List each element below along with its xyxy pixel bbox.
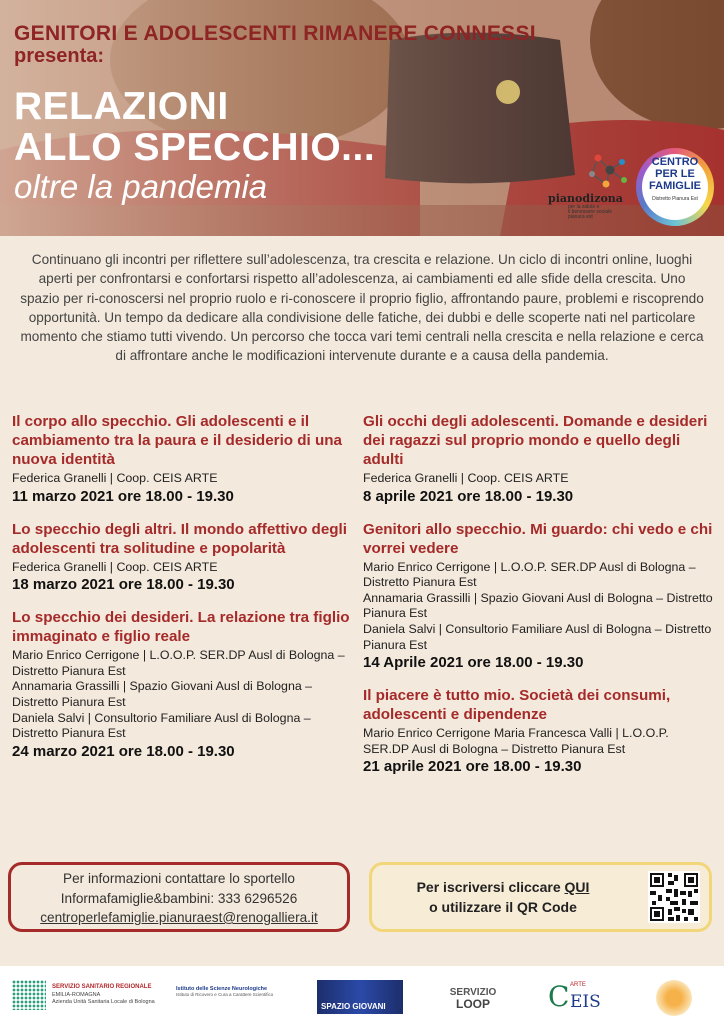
servizio-loop-logo: SERVIZIO LOOP <box>449 987 497 1011</box>
pianodizona-logo <box>548 152 632 218</box>
main-title-line1: RELAZIONI <box>14 85 229 128</box>
event-speakers <box>12 648 356 742</box>
events-left-column <box>12 412 356 775</box>
cpf-name: CENTRO PER LE FAMIGLIE <box>649 156 701 192</box>
ssr-dots-icon <box>12 980 46 1010</box>
presents-label: presenta: <box>14 45 105 67</box>
network-icon <box>548 152 632 192</box>
events-right-column <box>363 412 715 790</box>
registration-prompt: Per iscriversi cliccare <box>416 879 565 895</box>
event-title: Gli occhi degli adolescenti. Domande e desideri dei ragazzi sul proprio mondo e quello degli adulti <box>363 413 708 468</box>
organizer-title: GENITORI E ADOLESCENTI RIMANERE CONNESSI <box>14 22 536 45</box>
info-line: Per informazioni contattare lo sportello <box>63 871 295 886</box>
footer-logos <box>0 966 724 1024</box>
main-subtitle: oltre la pandemia <box>14 168 268 205</box>
event-speakers <box>363 560 715 654</box>
event-date: 14 Aprile 2021 ore 18.00 - 19.30 <box>363 654 584 672</box>
event-date: 18 marzo 2021 ore 18.00 - 19.30 <box>12 576 235 594</box>
ssr-logo: SERVIZIO SANITARIO REGIONALE EMILIA-ROMAGNA Azienda Unità Sanitaria Locale di Bologna <box>12 976 172 1016</box>
ceis-arte-logo: C ARTE EIS <box>548 980 601 1013</box>
event-speaker: Daniela Salvi | Consultorio Familiare Ausl di Bologna – Distretto Pianura Est <box>12 710 311 741</box>
event-speaker: Annamaria Grassilli | Spazio Giovani Ausl di Bologna – Distretto Pianura Est <box>363 590 713 621</box>
register-link[interactable]: QUI <box>564 879 590 895</box>
event-date: 21 aprile 2021 ore 18.00 - 19.30 <box>363 758 582 776</box>
event-speakers <box>363 726 715 757</box>
event-title: Lo specchio dei desideri. La relazione tra figlio immaginato e figlio reale <box>12 609 350 646</box>
event-speaker: Federica Granelli | Coop. CEIS ARTE <box>12 471 218 485</box>
info-contact-box <box>8 862 350 932</box>
spazio-giovani-logo: SPAZIO GIOVANI <box>317 980 403 1014</box>
main-title-line2: ALLO SPECCHIO... <box>14 126 376 169</box>
main-title <box>14 86 375 168</box>
event-item <box>12 608 356 761</box>
event-title: Lo specchio degli altri. Il mondo affettivo degli adolescenti tra solitudine e popolarità <box>12 520 348 557</box>
event-speaker: Mario Enrico Cerrigone Maria Francesca Valli | L.O.O.P. SER.DP Ausl di Bologna – Distretto Pianura Est <box>363 726 669 756</box>
event-item <box>363 412 715 506</box>
event-speaker: Mario Enrico Cerrigone | L.O.O.P. SER.DP Ausl di Bologna – Distretto Pianura Est <box>12 648 345 678</box>
pianodizona-sub: per la salute e il benessere sociale pianura est <box>568 204 612 220</box>
event-speaker: Federica Granelli | Coop. CEIS ARTE <box>363 471 569 485</box>
intro-paragraph: Continuano gli incontri per riflettere sull’adolescenza, tra crescita e relazione. Un ciclo di incontri online, luoghi aperti per confrontarsi e confortarsi rispetto all’adolescenza, ai cambiamenti ed alle sfide della crescita. Uno spazio per ri-conoscersi nel proprio ruolo e ri-conoscere il proprio figlio, affrontando paure, problemi e riscoprendo opportunità. Un tempo da dedicare alla condivisione delle fatiche, dei dubbi e delle scoperte nati nel particolare momento che stiamo tutti vivendo. Un percorso che tocca vari temi centrali nella crescita e nella relazione e cerca di affrontare anche le modificazioni intervenute durante e a causa della pandemia. <box>20 252 704 364</box>
qr-code-icon[interactable] <box>648 871 700 923</box>
partner-logo-icon <box>656 980 692 1016</box>
phone-line: Informafamiglie&bambini: 333 6296526 <box>60 890 298 906</box>
qr-instruction: o utilizzare il QR Code <box>429 899 577 915</box>
event-speaker: Federica Granelli | Coop. CEIS ARTE <box>12 559 218 574</box>
registration-box <box>369 862 712 932</box>
isn-logo: Istituto delle Scienze Neurologiche Istituto di Ricovero e Cura a Carattere Scientifico <box>176 986 274 997</box>
event-speakers <box>12 560 356 576</box>
event-speaker: Annamaria Grassilli | Spazio Giovani Ausl di Bologna – Distretto Pianura Est <box>12 679 313 709</box>
hero-banner <box>0 0 724 236</box>
event-speaker: Mario Enrico Cerrigone | L.O.O.P. SER.DP Ausl di Bologna – Distretto Pianura Est <box>363 559 696 590</box>
event-item <box>363 520 715 673</box>
event-title: Il corpo allo specchio. Gli adolescenti e il cambiamento tra la paura e il desiderio di una nuova identità <box>12 413 343 468</box>
cpf-district: Distretto Pianura Est <box>652 196 698 202</box>
pianodizona-name: pianodizona <box>548 192 623 205</box>
registration-text <box>388 877 618 917</box>
event-item <box>12 412 356 506</box>
event-speakers <box>12 471 356 487</box>
event-item <box>363 686 715 776</box>
event-speakers <box>363 471 715 487</box>
event-speaker: Daniela Salvi | Consultorio Familiare Ausl di Bologna – Distretto Pianura Est <box>363 621 712 652</box>
event-item <box>12 520 356 595</box>
centro-per-le-famiglie-logo <box>636 148 714 226</box>
email-link[interactable]: centroperlefamiglie.pianuraest@renogalliera.it <box>40 910 318 925</box>
event-date: 8 aprile 2021 ore 18.00 - 19.30 <box>363 487 574 505</box>
event-title: Il piacere è tutto mio. Società dei consumi, adolescenti e dipendenze <box>363 687 671 724</box>
event-date: 11 marzo 2021 ore 18.00 - 19.30 <box>12 487 234 505</box>
event-title: Genitori allo specchio. Mi guardo: chi vedo e chi vorrei vedere <box>363 520 713 557</box>
event-date: 24 marzo 2021 ore 18.00 - 19.30 <box>12 742 235 760</box>
